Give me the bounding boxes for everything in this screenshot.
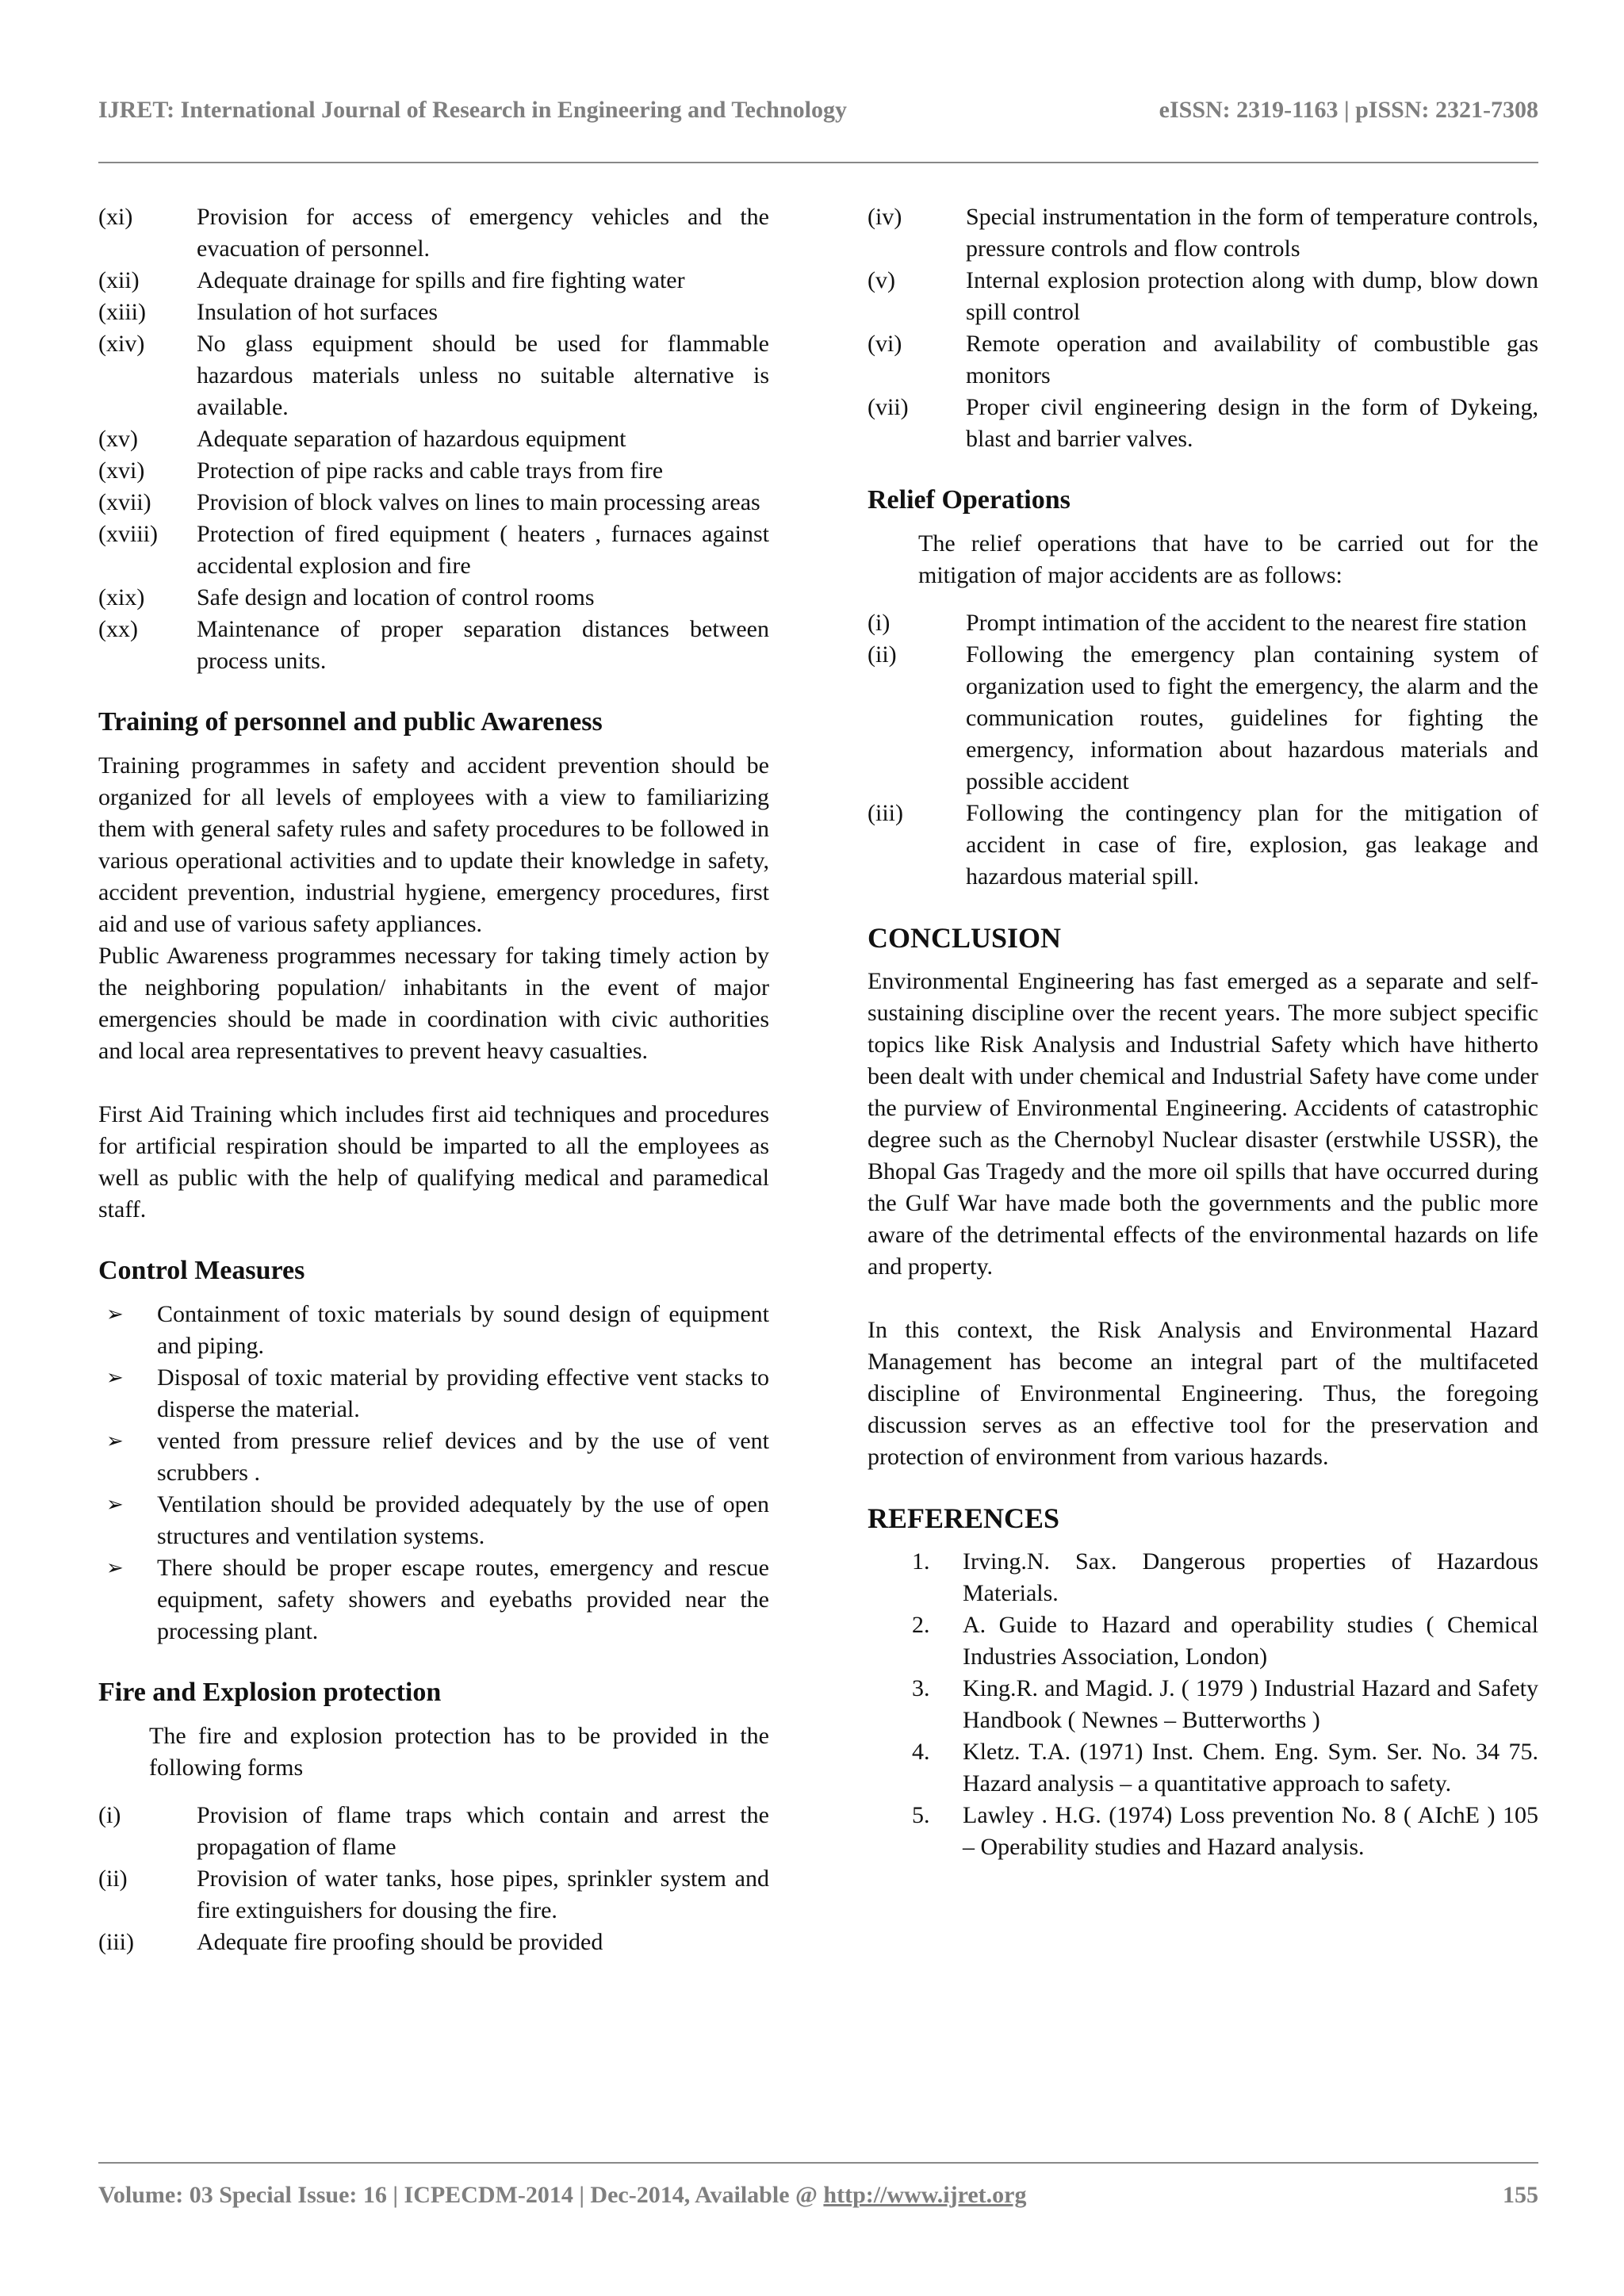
references-list (868, 1546, 1538, 1863)
conclusion-heading: CONCLUSION (868, 922, 1062, 954)
conclusion-paragraph-1: Environmental Engineering has fast emerged as a separate and self-sustaining discipline over the recent years. The more subject specific topics like Risk Analysis and Industrial Safety which have hitherto been dealt with under chemical and Industrial Safety have come under the purview of Environmental Engineering. Accidents of catastrophic degree such as the Chernobyl Nuclear disaster (erstwhile USSR), the Bhopal Gas Tragedy and the more oil spills that have occurred during the Gulf War have made both the governments and the public more aware of the detrimental effects of the environmental hazards on life and property. (868, 968, 1538, 1280)
fire-protection-list (98, 1800, 769, 1958)
paragraph-gap (868, 591, 1538, 607)
item-text: Safe design and location of control rooms (197, 584, 595, 610)
reference-number: 1. (912, 1548, 930, 1575)
item-number: (v) (868, 267, 895, 293)
item-text: Containment of toxic materials by sound design of equipment and piping. (157, 1301, 769, 1359)
item-text: Provision of flame traps which contain and arrest the propagation of flame (197, 1802, 769, 1860)
reference-number: 2. (912, 1612, 930, 1638)
reference-text: Lawley . H.G. (1974) Loss prevention No. 8 ( AIchE ) 105 – Operability studies and Hazard analysis. (963, 1802, 1538, 1860)
item-number: (iii) (98, 1929, 134, 1955)
item-text: Protection of fired equipment ( heaters , furnaces against accidental explosion and fire (197, 521, 769, 579)
left-column (98, 201, 769, 1958)
page-number: 155 (1503, 2182, 1538, 2208)
item-text: Provision for access of emergency vehicles and the evacuation of personnel. (197, 204, 769, 262)
reference-item (912, 1546, 1538, 1609)
hazard-measures-list (98, 201, 769, 677)
list-item (106, 1552, 769, 1647)
reference-item (912, 1609, 1538, 1673)
list-item (868, 392, 1538, 455)
item-number: (xviii) (98, 521, 158, 547)
item-number: (xvi) (98, 457, 145, 484)
journal-link[interactable]: http://www.ijret.org (823, 2182, 1027, 2208)
item-number: (ii) (868, 641, 897, 668)
item-text: Proper civil engineering design in the form of Dykeing, blast and barrier valves. (966, 394, 1538, 452)
arrow-bullet-icon: ➢ (106, 1303, 124, 1326)
paragraph-gap (98, 1067, 769, 1099)
item-text: Maintenance of proper separation distances between process units. (197, 616, 769, 674)
relief-operations-list (868, 607, 1538, 893)
item-number: (iv) (868, 204, 902, 230)
item-text: vented from pressure relief devices and by the use of vent scrubbers . (157, 1428, 769, 1486)
volume-info: Volume: 03 Special Issue: 16 | ICPECDM-2014 | Dec-2014, Available @ (98, 2182, 824, 2208)
item-number: (xv) (98, 426, 138, 452)
reference-item (912, 1673, 1538, 1736)
list-item (868, 201, 1538, 265)
item-text: Adequate drainage for spills and fire fighting water (197, 267, 685, 293)
list-item (868, 328, 1538, 392)
item-number: (xii) (98, 267, 140, 293)
list-item (868, 798, 1538, 893)
item-text: Following the emergency plan containing system of organization used to fight the emergency, the alarm and the communication routes, guidelines for fighting the emergency, information about hazardous materials and possible accident (966, 641, 1538, 794)
arrow-bullet-icon: ➢ (106, 1556, 124, 1580)
reference-number: 5. (912, 1802, 930, 1828)
footer-rule (98, 2162, 1538, 2164)
header-rule (98, 162, 1538, 163)
item-text: Special instrumentation in the form of temperature controls, pressure controls and flow controls (966, 204, 1538, 262)
item-text: Ventilation should be provided adequately by the use of open structures and ventilation systems. (157, 1491, 769, 1549)
item-number: (xi) (98, 204, 133, 230)
training-heading: Training of personnel and public Awareness (98, 707, 603, 737)
arrow-bullet-icon: ➢ (106, 1366, 124, 1390)
item-number: (vii) (868, 394, 909, 420)
item-number: (xix) (98, 584, 145, 610)
list-item (106, 1299, 769, 1362)
item-number: (xiii) (98, 299, 146, 325)
item-number: (ii) (98, 1866, 128, 1892)
item-text: Provision of water tanks, hose pipes, sprinkler system and fire extinguishers for dousing the fire. (197, 1866, 769, 1923)
list-item (98, 455, 769, 487)
paragraph-gap (868, 1283, 1538, 1314)
reference-text: A. Guide to Hazard and operability studies ( Chemical Industries Association, London) (963, 1612, 1538, 1670)
item-number: (iii) (868, 800, 903, 826)
relief-intro: The relief operations that have to be carried out for the mitigation of major accidents are as follows: (918, 530, 1538, 588)
reference-item (912, 1800, 1538, 1863)
reference-number: 4. (912, 1739, 930, 1765)
item-text: Protection of pipe racks and cable trays from fire (197, 457, 664, 484)
issn: eISSN: 2319-1163 | pISSN: 2321-7308 (1159, 97, 1538, 123)
list-item (98, 265, 769, 297)
list-item (106, 1362, 769, 1425)
list-item (106, 1489, 769, 1552)
list-item (98, 423, 769, 455)
list-item (868, 639, 1538, 798)
fire-intro: The fire and explosion protection has to be provided in the following forms (149, 1723, 769, 1781)
list-item (98, 582, 769, 614)
references-heading: REFERENCES (868, 1502, 1060, 1534)
item-text: Disposal of toxic material by providing effective vent stacks to disperse the material. (157, 1364, 769, 1422)
right-column (868, 201, 1538, 1863)
running-footer (98, 2182, 1538, 2209)
training-paragraph-3: First Aid Training which includes first aid techniques and procedures for artificial respiration should be imparted to all the employees as well as public with the help of qualifying medical and paramedical staff. (98, 1101, 769, 1223)
relief-operations-heading: Relief Operations (868, 485, 1071, 515)
reference-text: King.R. and Magid. J. ( 1979 ) Industrial Hazard and Safety Handbook ( Newnes – Butterworths ) (963, 1675, 1538, 1733)
item-text: Prompt intimation of the accident to the nearest fire station (966, 610, 1527, 636)
item-number: (i) (98, 1802, 121, 1828)
item-text: No glass equipment should be used for flammable hazardous materials unless no suitable alternative is available. (197, 331, 769, 420)
item-text: Remote operation and availability of combustible gas monitors (966, 331, 1538, 388)
list-item (98, 487, 769, 519)
item-number: (xvii) (98, 489, 151, 515)
list-item (106, 1425, 769, 1489)
list-item (98, 1927, 769, 1958)
conclusion-paragraph-2: In this context, the Risk Analysis and Environmental Hazard Management has become an integral part of the multifaceted discipline of Environmental Engineering. Thus, the foregoing discussion serves as an effective tool for the preservation and protection of environment from various hazards. (868, 1317, 1538, 1470)
item-text: Internal explosion protection along with dump, blow down spill control (966, 267, 1538, 325)
item-number: (vi) (868, 331, 902, 357)
item-number: (xiv) (98, 331, 145, 357)
control-measures-list (98, 1299, 769, 1647)
item-text: There should be proper escape routes, emergency and rescue equipment, safety showers and eyebaths provided near the processing plant. (157, 1555, 769, 1644)
list-item (98, 1863, 769, 1927)
fire-protection-list-continued (868, 201, 1538, 455)
list-item (98, 519, 769, 582)
item-text: Adequate separation of hazardous equipment (197, 426, 626, 452)
list-item (98, 328, 769, 423)
list-item (98, 201, 769, 265)
arrow-bullet-icon: ➢ (106, 1429, 124, 1453)
item-text: Insulation of hot surfaces (197, 299, 439, 325)
reference-text: Irving.N. Sax. Dangerous properties of Hazardous Materials. (963, 1548, 1538, 1606)
training-paragraph-2: Public Awareness programmes necessary for taking timely action by the neighboring population/ inhabitants in the event of major emergencies should be made in coordination with civic authorities and local area representatives to prevent heavy casualties. (98, 943, 769, 1064)
control-measures-heading: Control Measures (98, 1256, 305, 1285)
reference-number: 3. (912, 1675, 930, 1701)
paragraph-gap (98, 1784, 769, 1800)
item-text: Adequate fire proofing should be provided (197, 1929, 603, 1955)
footer-citation (98, 2182, 1027, 2209)
fire-explosion-heading: Fire and Explosion protection (98, 1678, 442, 1707)
list-item (98, 1800, 769, 1863)
arrow-bullet-icon: ➢ (106, 1493, 124, 1517)
list-item (868, 607, 1538, 639)
item-text: Following the contingency plan for the mitigation of accident in case of fire, explosion, gas leakage and hazardous material spill. (966, 800, 1538, 890)
list-item (868, 265, 1538, 328)
journal-title: IJRET: International Journal of Research in Engineering and Technology (98, 97, 848, 123)
training-paragraph-1: Training programmes in safety and accident prevention should be organized for all levels of employees with a view to familiarizing them with general safety rules and safety procedures to be followed in various operational activities and to update their knowledge in safety, accident prevention, industrial hygiene, emergency procedures, first aid and use of various safety appliances. (98, 752, 769, 937)
running-header (98, 97, 1538, 124)
item-text: Provision of block valves on lines to main processing areas (197, 489, 760, 515)
item-number: (i) (868, 610, 891, 636)
list-item (98, 297, 769, 328)
list-item (98, 614, 769, 677)
item-number: (xx) (98, 616, 138, 642)
reference-text: Kletz. T.A. (1971) Inst. Chem. Eng. Sym. Ser. No. 34 75. Hazard analysis – a quantitative approach to safety. (963, 1739, 1538, 1797)
reference-item (912, 1736, 1538, 1800)
